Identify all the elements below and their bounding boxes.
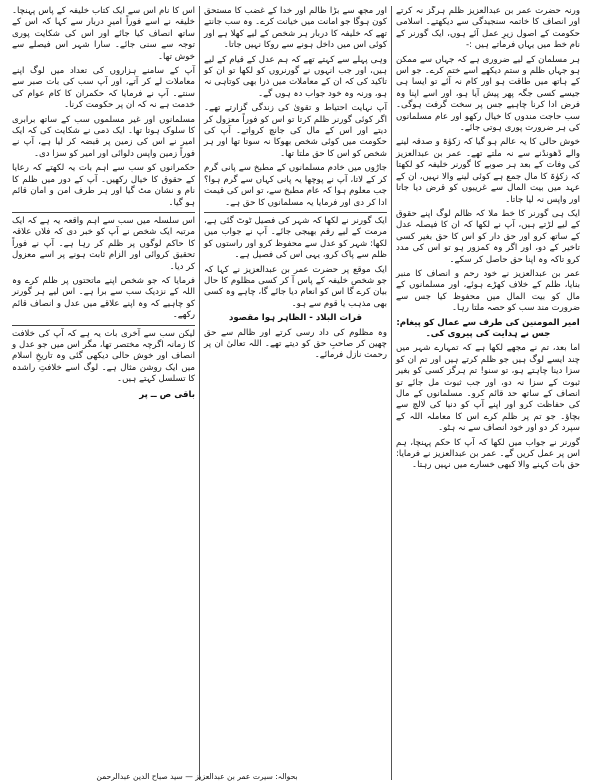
- continued-note: باقی ص ــ پر: [139, 389, 195, 400]
- paragraph: عمر بن عبدالعزیز نے خود رحم و انصاف کا منبر بنایا، ظلم کے خلاف کھڑے ہوئے، اور مسلمانوں کے مال کو بیت المال میں محفوظ کیا جس سے ضرورت مند سب کو حصہ ملتا رہا۔: [396, 268, 580, 314]
- column-right: [392, 6, 584, 780]
- paragraph: جاڑوں میں خادم مسلمانوں کے مطبخ سے پانی گرم کر کے لاتا، آپ نے پوچھا یہ پانی کہاں سے گرم ہوا؟ جب معلوم ہوا کہ عام مطبخ سے، تو اس کی قیمت ادا کر دی اور فرمایا یہ مسلمانوں کا حق ہے۔: [204, 163, 387, 208]
- page-footer: بحوالہ: سیرت عمر بن عبدالعزیز — سید صباح الدین عبدالرحمن: [96, 772, 298, 781]
- paragraph: اس سلسلہ میں سب سے اہم واقعہ یہ ہے کہ ایک مرتبہ ایک شخص نے آپ کو خبر دی کہ فلاں علاقہ کا حاکم لوگوں پر ظلم کر رہا ہے۔ آپ نے فوراً تحقیق کروائی اور الزام ثابت ہونے پر اسے معزول کر دیا۔: [12, 215, 195, 272]
- paragraph: ورنہ حضرت عمر بن عبدالعزیز ظلم ہرگز نہ کرتے اور انصاف کا خاتمہ سنجیدگی سے دیکھتے۔ اسلامی حکومت کے اصول زیرِ عمل آئے ہوں، ایک گورنر کے نام خط میں یہاں فرماتے ہیں :-: [396, 6, 580, 51]
- paragraph-heading: قرات البلاد - الظاہر ہوا مقصود: [229, 313, 362, 324]
- paragraph: ایک گورنر نے لکھا کہ شہر کی فصیل ٹوٹ گئی ہے، مرمت کے لیے رقم بھیجی جائے۔ آپ نے جواب میں لکھا: شہر کو عدل سے محفوظ کرو اور راستوں کو ظلم سے پاک کرو، یہی اس کی فصیل ہے۔: [204, 215, 387, 261]
- divider: [12, 212, 195, 213]
- paragraph: فرمایا کہ جو شخص اپنے ماتحتوں پر ظلم کرے وہ اللہ کے نزدیک سب سے برا ہے۔ اس لیے ہر گورنر کو چاہیے کہ وہ اپنے علاقے میں عدل و انصاف قائم رکھے۔: [12, 275, 195, 321]
- paragraph: ہر مسلمان کے لیے ضروری ہے کہ جہاں سے ممکن ہو جہاں ظلم و ستم دیکھے اسے ختم کرے۔ جو اس کے ہاتھ میں طاقت ہو اور کام نہ آئے تو ایسا ہی جیسے کسی جگہ پھر پیش آیا ہو، اور اسے اپنا وہ فرض ادا کرنا چاہیے جس پر سخت گرفت ہوگی۔ سب حاجت مندوں کا خیال رکھو اور عام مسلمانوں کی ہر ضرورت پوری ہوتی جائے۔: [396, 54, 580, 134]
- paragraph: اور مجھ سے بڑا ظالم اور خدا کے غضب کا مستحق کون ہوگا جو امانت میں خیانت کرے۔ وہ سب جانتے تھے کہ خلیفہ کا دربار ہر شخص کے لیے کھلا ہے اور کوئی اس میں داخل ہونے سے روکا نہیں جاتا۔: [204, 6, 387, 51]
- divider: [12, 325, 195, 326]
- paragraph: آپ نہایت احتیاط و تقویٰ کی زندگی گزارتے تھے۔ اگر کوئی گورنر ظلم کرتا تو اس کو فوراً معزول کر دیتے اور اس کے مال کی جانچ کرواتے۔ آپ کی حکومت میں کوئی شخص بھوکا نہ سوتا تھا اور ہر شخص کو اس کا حق ملتا تھا۔: [204, 103, 387, 159]
- paragraph: ایک موقع پر حضرت عمر بن عبدالعزیز نے کہا کہ جو شخص خلیفہ کے پاس آ کر کسی مظلوم کا حال بیان کرے گا اس کو انعام دیا جائے گا، چاہے وہ کسی بھی مذہب یا قوم سے ہو۔: [204, 264, 387, 309]
- paragraph: آپ کے سامنے ہزاروں کی تعداد میں لوگ اپنے معاملات لے کر آتے، اور آپ سب کی بات صبر سے سنتے۔ آپ نے فرمایا کہ حکمران کا کام عوام کی خدمت ہے نہ کہ ان پر حکومت کرنا۔: [12, 66, 195, 111]
- divider: [204, 212, 387, 213]
- paragraph: وہی پہلے سے کہتے تھے کہ ہم عدل کے قیام کے لیے ہیں، اور جب انہوں نے گورنروں کو لکھا تو ان کو تاکید کی کہ ان کے معاملات میں ذرا بھی کوتاہی نہ ہو، ورنہ وہ خود جواب دہ ہوں گے۔: [204, 54, 387, 99]
- paragraph: مسلمانوں اور غیر مسلموں سب کے ساتھ برابری کا سلوک ہوتا تھا۔ ایک ذمی نے شکایت کی کہ ایک امیر نے اس کی زمین پر قبضہ کر لیا ہے، آپ نے فوراً زمین واپس دلوائی اور امیر کو سزا دی۔: [12, 114, 195, 159]
- paragraph: لیکن سب سے آخری بات یہ ہے کہ آپ کی خلافت کا زمانہ اگرچہ مختصر تھا، مگر اس میں جو عدل و انصاف اور خوش حالی دیکھی گئی وہ تاریخِ اسلام میں ایک روشن مثال ہے۔ لوگ اسے خلافتِ راشدہ کا تسلسل کہتے ہیں۔: [12, 328, 195, 385]
- column-left: [8, 6, 200, 780]
- paragraph: ایک ہی گورنر کا خط ملا کہ ظالم لوگ اپنے حقوق کے لیے لڑتے ہیں، آپ نے لکھا کہ ان کا فیصلہ عدل کے ساتھ کرو اور حق دار کو اس کا حق بغیر کسی تاخیر کے دو، اور اگر وہ کمزور ہو تو اس کی مدد کرو تاکہ وہ اپنا حق حاصل کر سکے۔: [396, 208, 580, 265]
- paragraph: اس کا نام اس سے ایک کتاب خلیفہ کے پاس پہنچا۔ خلیفہ نے اسے فوراً امیرِ دربار سے کہا کہ اس کے ساتھ انصاف کیا جائے اور اس کی شکایت پوری توجہ سے سنی جائے۔ سارا شہر اس فیصلے سے خوش تھا۔: [12, 6, 195, 62]
- paragraph: خوش حالی کا یہ عالم ہو گیا کہ زکوٰۃ و صدقہ لینے والے ڈھونڈنے سے نہ ملتے تھے۔ عمر بن عبدالعزیز کی وفات کے بعد ہر صوبے کا گورنر خلیفہ کو لکھتا کہ زکوٰۃ کا مال جمع ہے کوئی لینے والا نہیں، ان کے عہد میں بیت المال سے غریبوں کو قرض دیا جاتا اور واپس نہ لیا جاتا۔: [396, 137, 580, 205]
- column-middle: [200, 6, 392, 780]
- paragraph: گورنر نے جواب میں لکھا کہ آپ کا حکم پہنچا، ہم اس پر عمل کریں گے۔ عمر بن عبدالعزیز نے فرمایا: حق بات کہنے والا کبھی خسارے میں نہیں رہتا۔: [396, 437, 580, 471]
- paragraph: اما بعد، تم نے مجھے لکھا ہے کہ تمہارے شہر میں چند ایسے لوگ ہیں جو ظلم کرتے ہیں اور تم ان کو سزا دینا چاہتے ہو، تو سنو! تم ہرگز کسی کو بغیر ثبوت کے سزا نہ دو، اور جب ثبوت مل جائے تو انصاف کے ساتھ حد قائم کرو۔ مسلمانوں کے مال کی حفاظت کرو اور اپنے آپ کو دنیا کی لالچ سے بچاؤ۔ جو تم پر ظلم کرے اس کا معاملہ اللہ کے سپرد کر دو اور خود انصاف سے نہ ہٹو۔: [396, 343, 580, 434]
- paragraph: حکمرانوں کو سب سے اہم بات یہ لکھتے کہ رعایا کے حقوق کا خیال رکھیں۔ آپ کے دور میں ظلم کا نام و نشان مٹ گیا اور ہر طرف امن و امان قائم ہو گیا۔: [12, 163, 195, 208]
- paragraph: وہ مظلوم کی داد رسی کرتے اور ظالم سے حق چھین کر صاحبِ حق کو دیتے تھے۔ اللہ تعالیٰ ان پر رحمت نازل فرمائے۔: [204, 327, 387, 361]
- paragraph-heading: امیر المومنین کی طرف سے عمال کو پیغام: جس نے ہدایت کی پیروی کی۔: [396, 317, 580, 339]
